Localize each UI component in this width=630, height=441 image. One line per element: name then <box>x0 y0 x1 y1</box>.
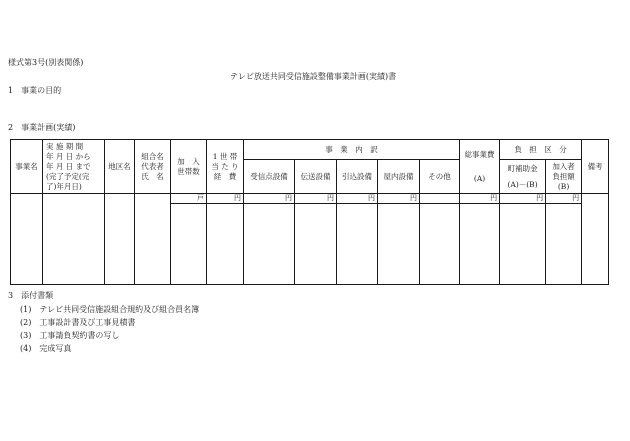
unit-indoor: 円 <box>378 194 420 204</box>
header-representative: 組合名 代表者 氏 名 <box>135 140 171 194</box>
cell-other <box>420 204 460 285</box>
header-period: 実 施 期 間 年 月 日 から 年 月 日 まで (完了予定(完 了)年月日) <box>43 140 105 194</box>
unit-transmission: 円 <box>295 194 337 204</box>
header-per-household-cost: 1 世 帯 当 た り 経 費 <box>207 140 244 194</box>
unit-service-drop: 円 <box>337 194 378 204</box>
header-other: その他 <box>420 160 460 194</box>
cell-total <box>460 204 500 285</box>
project-plan-table <box>10 139 609 285</box>
attachment-item: (4) 完成写真 <box>20 344 72 353</box>
cell-area <box>105 194 135 285</box>
header-area: 地区名 <box>105 140 135 194</box>
header-project-name: 事業名 <box>11 140 43 194</box>
cell-project-name <box>11 194 43 285</box>
header-indoor-equipment: 屋内設備 <box>378 160 420 194</box>
form-number: 様式第3号(別表関係) <box>8 58 84 67</box>
cell-representative <box>135 194 171 285</box>
cell-subsidy <box>500 204 546 285</box>
unit-total: 円 <box>460 194 500 204</box>
attachment-item: (3) 工事請負契約書の写し <box>20 331 120 340</box>
cell-transmission <box>295 204 337 285</box>
unit-receiving: 円 <box>244 194 295 204</box>
attachment-item: (1) テレビ共同受信施設組合規約及び組合員名簿 <box>20 305 200 314</box>
header-burden: 負 担 区 分 <box>500 140 582 160</box>
unit-subsidy: 円 <box>500 194 546 204</box>
cell-per-household <box>207 204 244 285</box>
attachment-item: (2) 工事設計書及び工事見積書 <box>20 318 136 327</box>
unit-households: 戸 <box>171 194 207 204</box>
header-town-subsidy: 町補助金 (A)－(B) <box>500 160 546 194</box>
header-receiving-equipment: 受信点設備 <box>244 160 295 194</box>
header-households: 加 入 世帯数 <box>171 140 207 194</box>
header-breakdown: 事 業 内 訳 <box>244 140 460 160</box>
document-title: テレビ放送共同受信施設整備事業計画(実績)書 <box>230 72 397 81</box>
cell-remarks <box>582 194 609 285</box>
section-3-heading: 3 添付書類 <box>8 291 54 300</box>
header-member-burden: 加入者 負担額 (B) <box>546 160 582 194</box>
cell-receiving <box>244 204 295 285</box>
unit-member: 円 <box>546 194 582 204</box>
header-service-drop-equipment: 引込設備 <box>337 160 378 194</box>
unit-per-household: 円 <box>207 194 244 204</box>
section-2-heading: 2 事業計画(実績) <box>8 123 76 132</box>
cell-service-drop <box>337 204 378 285</box>
cell-period <box>43 194 105 285</box>
header-total-cost: 総事業費 (A) <box>460 140 500 194</box>
unit-other <box>420 194 460 204</box>
cell-member <box>546 204 582 285</box>
cell-indoor <box>378 204 420 285</box>
section-1-heading: 1 事業の目的 <box>8 86 62 95</box>
header-transmission-equipment: 伝送設備 <box>295 160 337 194</box>
cell-households <box>171 204 207 285</box>
header-remarks: 備考 <box>582 140 609 194</box>
